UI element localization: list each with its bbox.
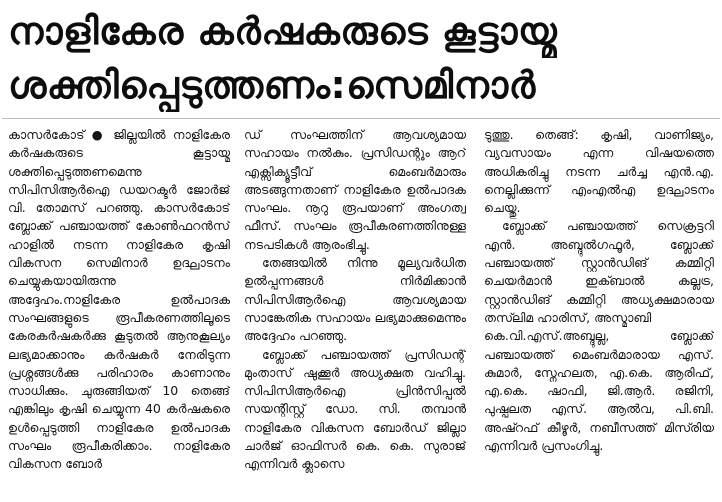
headline-line-2: ശക്തിപ്പെടുത്തണം:സെമിനാർ	[8, 63, 536, 107]
column-2-paragraph-3: ബ്ലോക്ക് പഞ്ചായത്ത് പ്രസിഡന്റ് മുംതാസ് ഷുക്കൂർ അധ്യക്ഷത വഹിച്ചു. സിപിസിആർഐ പ്രിൻസിപ്പൽ സയന്റിസ്റ്റ് ഡോ. സി. തമ്പാൻ നാളികേര വികസന ബോർഡ് ജില്ലാ ചാർജ് ഓഫിസർ കെ. കെ. സുരാജ് എന്നിവർ ക്ലാസെ	[244, 346, 466, 472]
article-column-2	[244, 126, 466, 498]
column-3-paragraph-2: ബ്ലോക്ക് പഞ്ചായത്ത് സെക്രട്ടറി എൻ. അബ്ദുൽഗഫൂർ, ബ്ലോക്ക് പഞ്ചായത്ത് സ്റ്റാൻഡിങ് കമ്മിറ്റി ചെയർമാൻ ഇക്ബാൽ കല്ലട്ര, സ്റ്റാൻഡിങ് കമ്മിറ്റി അധ്യക്ഷമാരായ തസ്‍ലിമ ഹാരിസ്, അസ്മാബി	[484, 218, 714, 325]
article-column-3	[484, 126, 714, 498]
headline-line-1: നാളികേര കർഷകരുടെ കൂട്ടായ്മ	[8, 9, 558, 53]
headline-divider	[2, 118, 720, 119]
column-1-paragraph-1: കാസർകോട് ● ജില്ലയിൽ നാളികേര കർഷകരുടെ കൂട്ടായ്മ ശക്തിപ്പെടുത്തണമെന്നു സിപിസിആർഐ ഡയറക്ടർ ജോർജ് വി. തോമസ് പറഞ്ഞു. കാസർകോട് ബ്ലോക്ക് പഞ്ചായത്ത് കോൺഫറൻസ് ഹാളിൽ നടന്ന നാളികേര കൃഷി വികസന സെമിനാർ ഉദ്ഘാടനം ചെയ്യുകയായിരുന്നു അദ്ദേഹം.നാളികേര ഉൽപാദക സംഘങ്ങളുടെ രൂപീകരണത്തിലൂടെ കേരകർഷകർക്കു കൂടുതൽ ആനുകൂല്യം ലഭ്യമാക്കാനും കർഷകർ നേരിടുന്ന പ്രശ്നങ്ങൾക്കു പരിഹാരം കാണാനും സാധിക്കും. ചുരുങ്ങിയത് 10 തെങ്ങ് എങ്കിലും കൃഷി ചെയ്യുന്ന 40 കർഷകരെ ഉൾപ്പെടുത്തി നാളികേര ഉൽപാദക സംഘം രൂപീകരിക്കാം. നാളികേര വികസന ബോർ	[8, 127, 230, 472]
article-headline	[8, 4, 714, 112]
article-column-1	[8, 126, 230, 498]
column-2-paragraph-2: തേങ്ങയിൽ നിന്നു മൂല്യവർധിത ഉൽപ്പന്നങ്ങൾ നിർമിക്കാൻ സിപിസിആർഐ ആവശ്യമായ സാങ്കേതിക സഹായം ലഭ്യമാക്കുമെന്നും അദ്ദേഹം പറഞ്ഞു.	[244, 255, 466, 344]
column-2-paragraph-1: ഡ് സംഘത്തിന് ആവശ്യമായ സഹായം നൽകും. പ്രസിഡന്റും ആറ് എക്സിക്യൂട്ടീവ് മെംബർമാരും അടങ്ങുന്നതാണ് നാളികേര ഉൽപാദക സംഘം. നൂറു രൂപയാണ് അംഗത്വ ഫീസ്. സംഘം രൂപീകരണത്തിനുള്ള നടപടികൾ ആരംഭിച്ചു.	[244, 127, 466, 252]
column-3-paragraph-1: ടുത്തു. തെങ്ങ്: കൃഷി, വാണിജ്യം, വ്യവസായം എന്ന വിഷയത്തെ അധികരിച്ചു നടന്ന ചർച്ച എൻ.എ. നെല്ലിക്കുന്ന് എംഎൽഎ ഉദ്ഘാടനം ചെയ്തു.	[484, 127, 714, 216]
column-3-paragraph-3: കെ.വി.എസ്.അബ്ദുല്ല, ബ്ലോക്ക് പഞ്ചായത്ത് മെംബർമാരായ എസ്. കുമാർ, സ്നേഹലത, എ.കെ. ആരിഫ്, എ.കെ. ഷാഫി, ജി.ആർ. രജിനി, പുഷ്പലത എസ്. ആൽവ, പി.ബി. അഷ്റഫ് കീഴൂർ, നബീസത്ത് മിസ്‍രിയ എന്നിവർ പ്രസംഗിച്ചു.	[484, 328, 714, 454]
